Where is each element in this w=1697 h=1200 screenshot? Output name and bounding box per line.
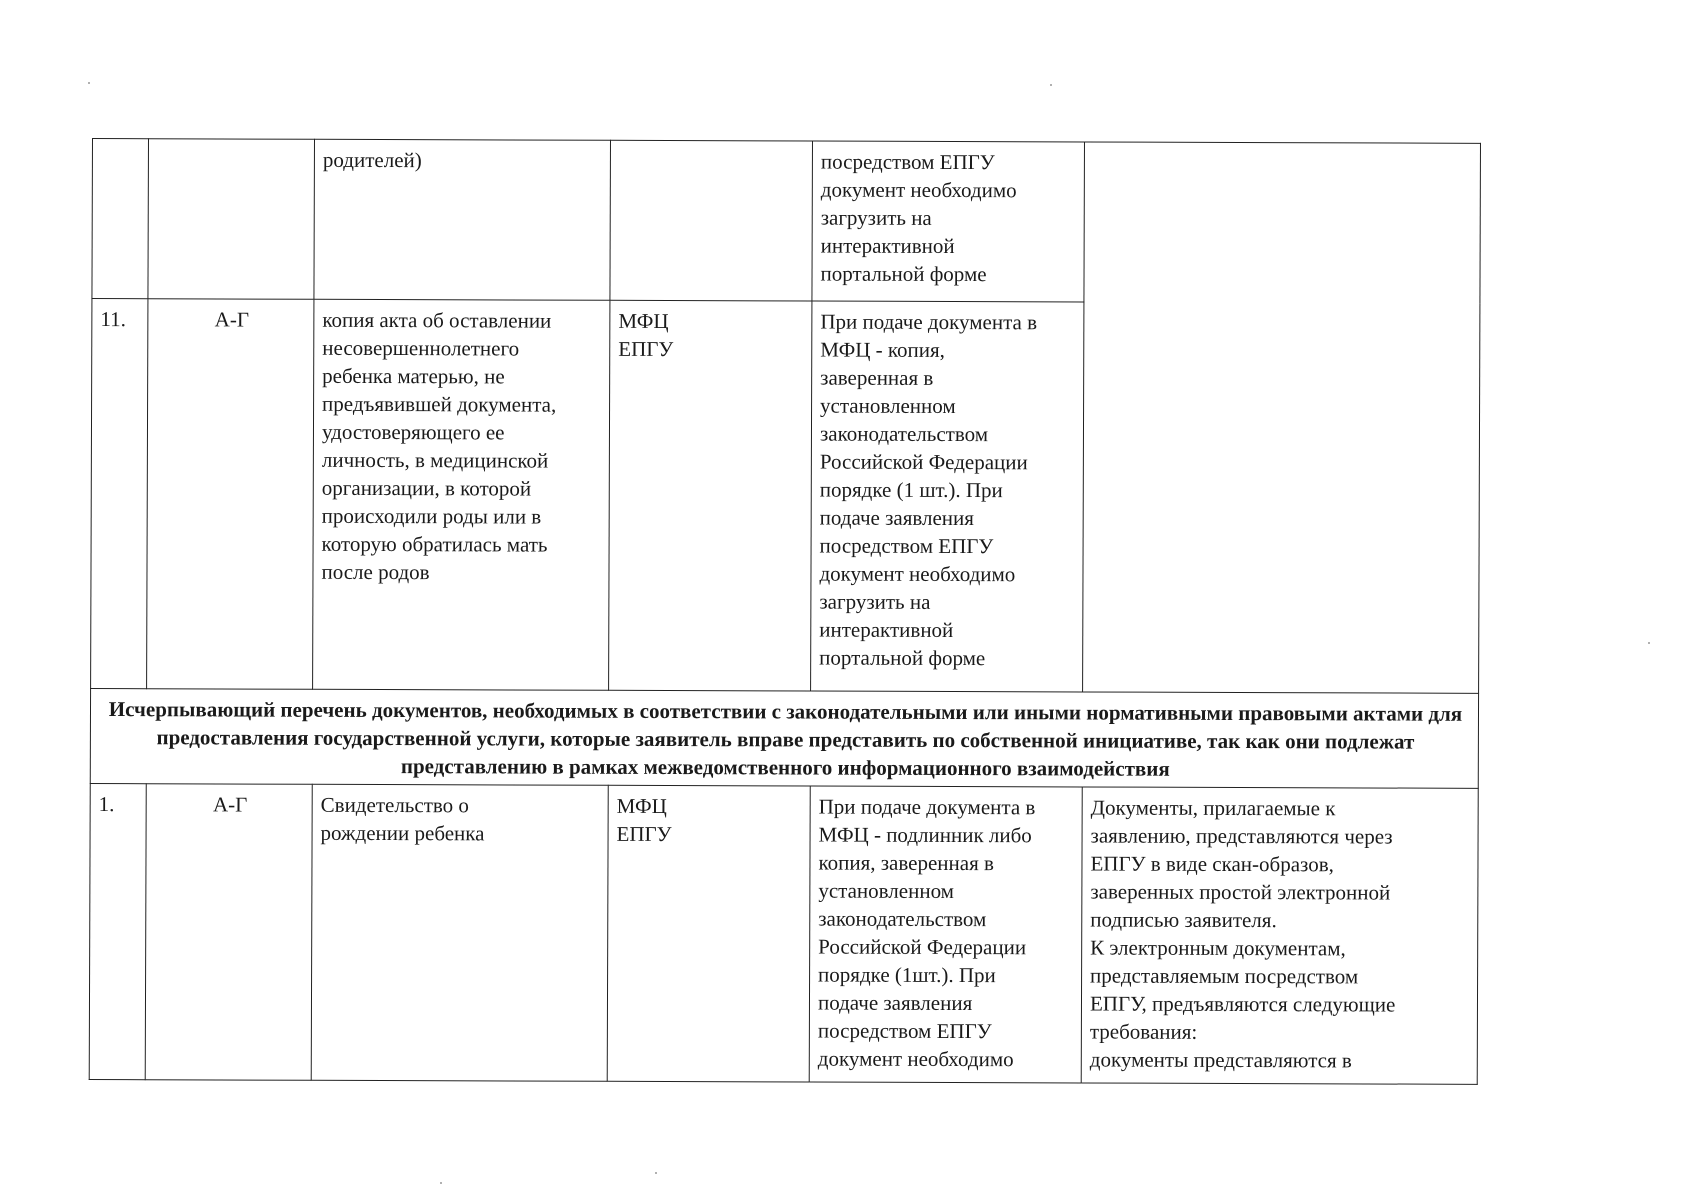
- scan-speck: [440, 1182, 442, 1184]
- document-requirements: При подаче документа в МФЦ - копия, заверенная в установленном законодательством Российской Федерации порядке (1 шт.). При подаче заявления посредством ЕПГУ документ необходимо загрузить на интерактивной портальной форме: [811, 301, 1084, 692]
- document-name: Свидетельство о рождении ребенка: [311, 784, 608, 1081]
- section-heading: Исчерпывающий перечень документов, необходимых в соответствии с законодательными или иными нормативными правовыми актами для предоставления государственной услуги, которые заявитель вправе представить по собственной инициативе, так как они подлежат представлению в рамках межведомственного информационного взаимодействия: [90, 688, 1478, 788]
- documents-table: [89, 138, 1481, 1085]
- scan-speck: [1648, 642, 1650, 644]
- document-requirements: посредством ЕПГУ документ необходимо загрузить на интерактивной портальной форме: [812, 141, 1085, 302]
- applicant-category: А-Г: [147, 299, 314, 690]
- table-row: [92, 139, 1481, 304]
- applicant-category: А-Г: [145, 784, 312, 1081]
- notes-cell: Документы, прилагаемые к заявлению, представляются через ЕПГУ в виде скан-образов, заверенных простой электронной подписью заявителя. К электронным документам, представляемым посредством ЕПГУ, предъявляются следующие требования: документы представляются в: [1081, 787, 1478, 1084]
- submission-channels: МФЦ ЕПГУ: [609, 300, 812, 691]
- row-number: 11.: [91, 299, 148, 689]
- scan-speck: [1050, 84, 1052, 86]
- scan-speck: [655, 1172, 657, 1174]
- submission-channels: [610, 140, 813, 301]
- document-name: родителей): [314, 139, 611, 300]
- section-row: [90, 688, 1478, 788]
- submission-channels: МФЦ ЕПГУ: [607, 785, 810, 1082]
- applicant-category: [148, 139, 315, 300]
- row-number: 1.: [89, 783, 146, 1079]
- document-name: копия акта об оставлении несовершеннолетнего ребенка матерью, не предъявившей документа, удостоверяющего ее личность, в медицинской организации, в которой происходили роды или в которую обратилась мать после родов: [313, 299, 610, 690]
- notes-cell: [1083, 142, 1481, 693]
- scan-speck: [88, 82, 90, 84]
- row-number: [92, 139, 149, 299]
- table-row: [89, 783, 1478, 1084]
- document-requirements: При подаче документа в МФЦ - подлинник либо копия, заверенная в установленном законодательством Российской Федерации порядке (1шт.). При подаче заявления посредством ЕПГУ документ необходимо: [809, 786, 1082, 1083]
